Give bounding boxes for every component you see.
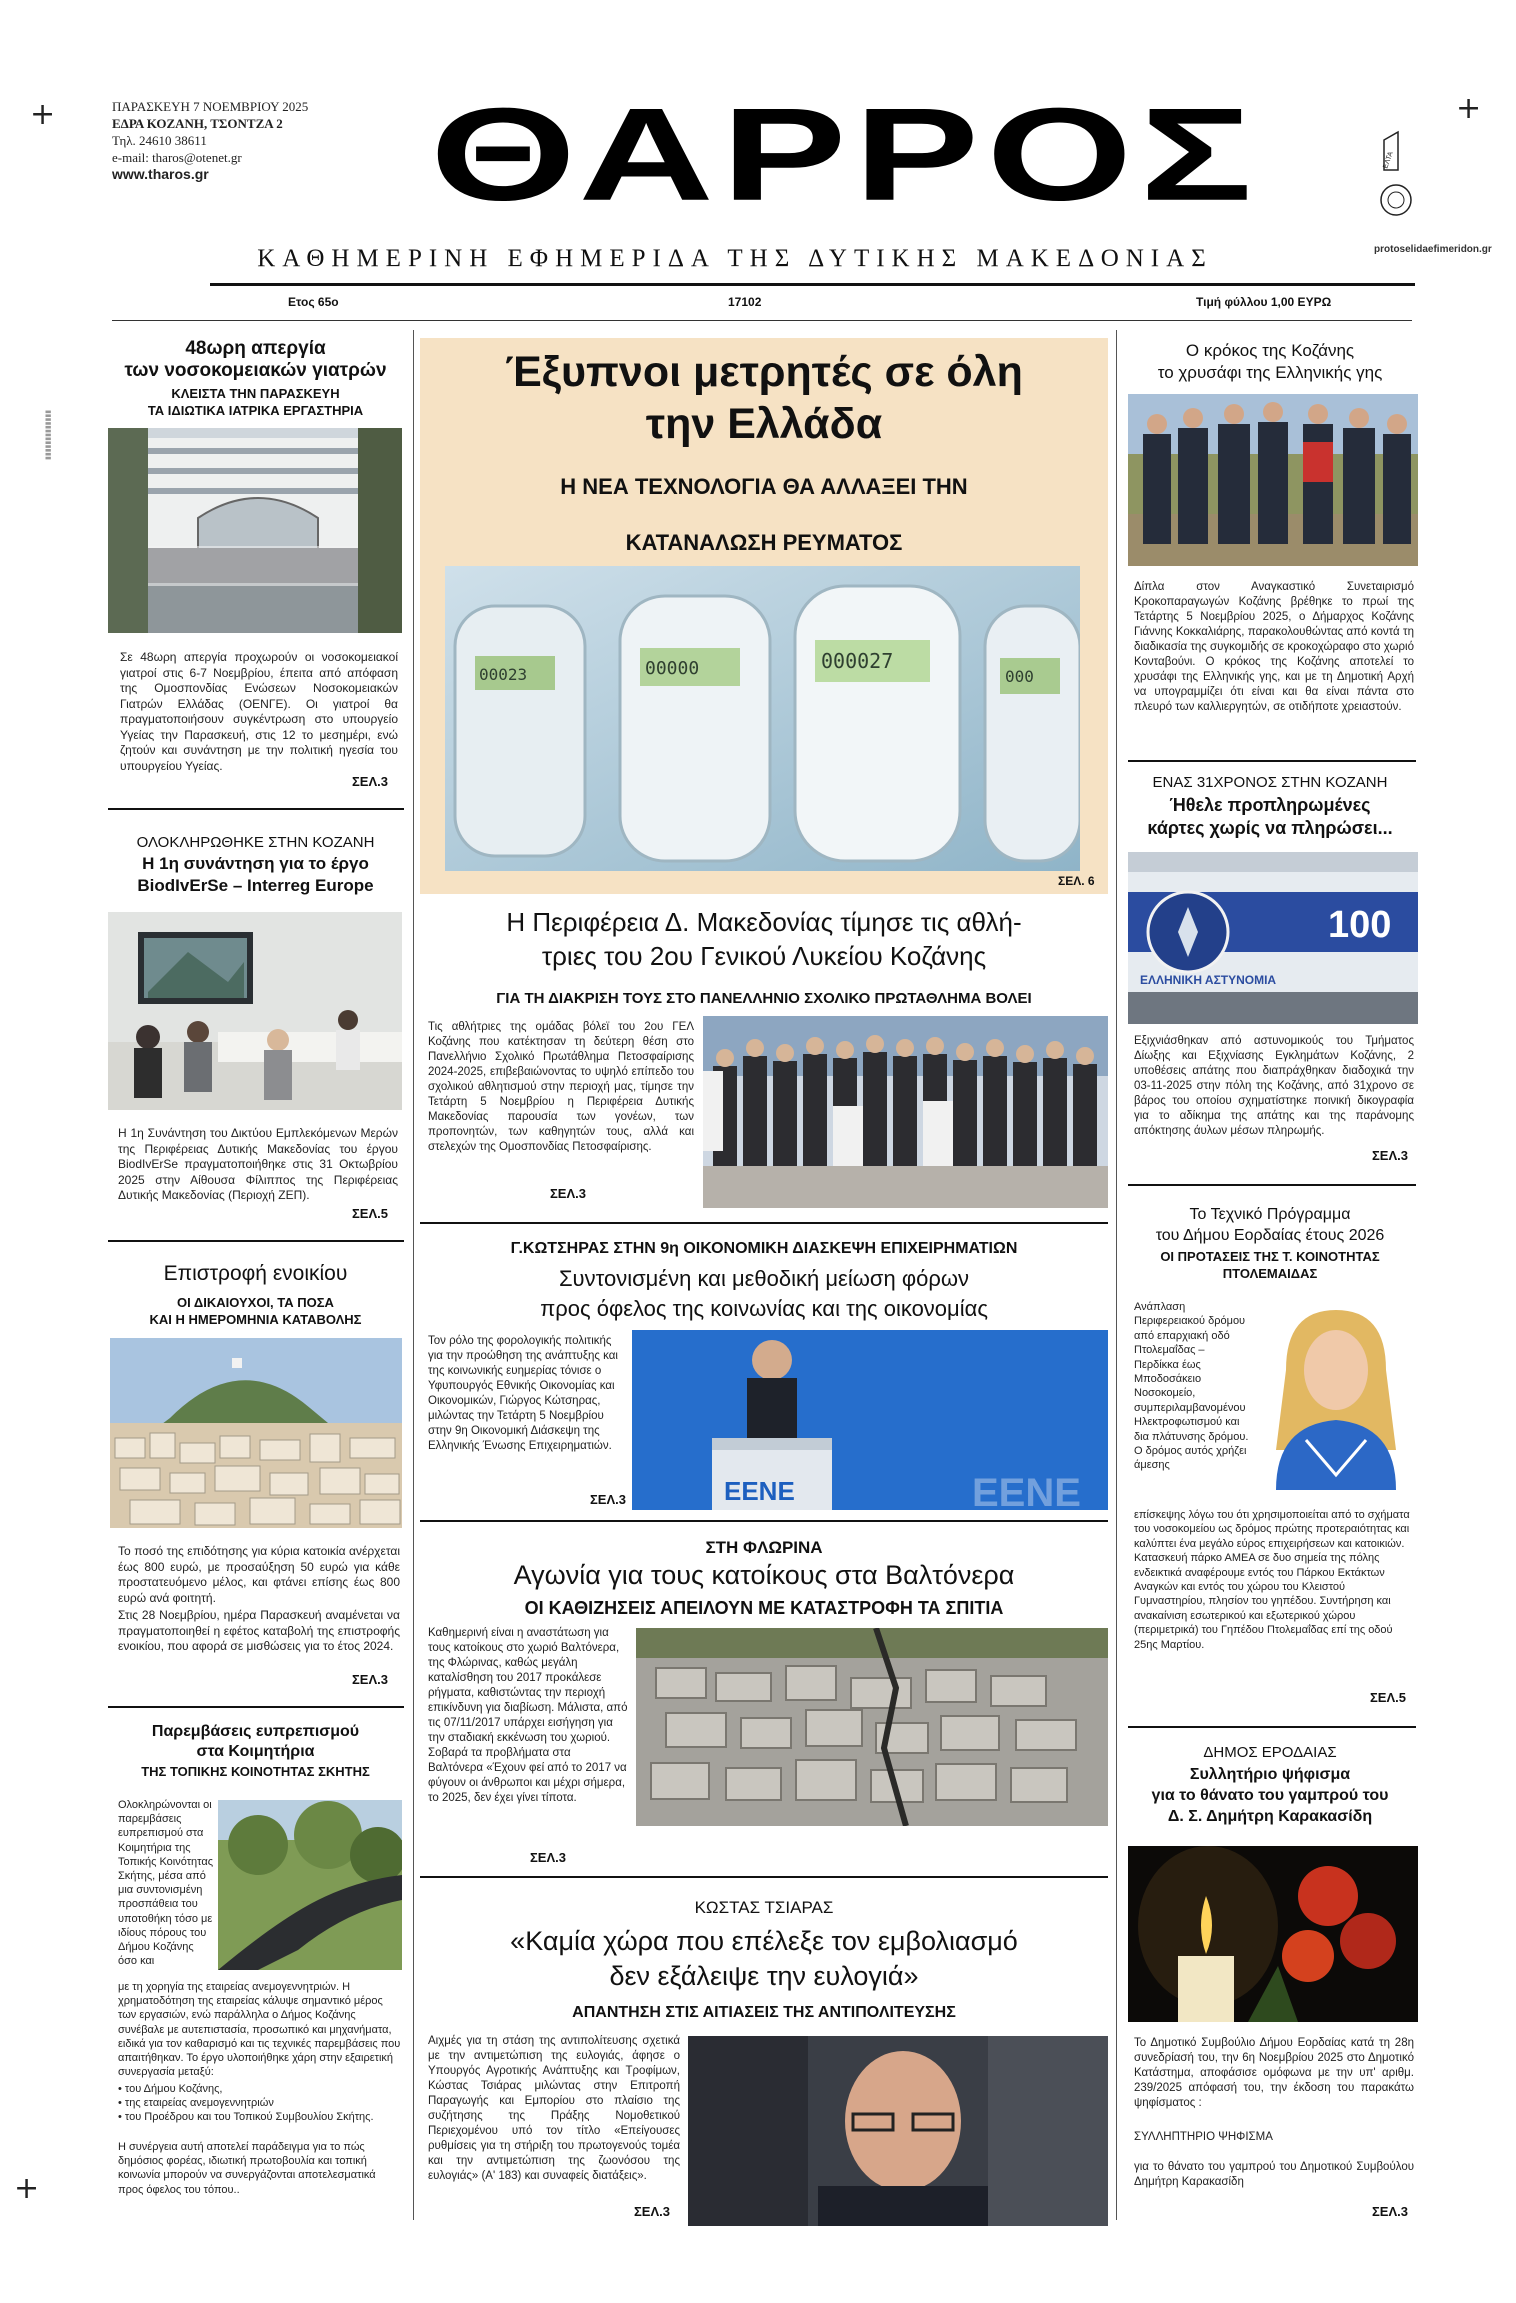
strike-subheadline: ΚΛΕΙΣΤΑ ΤΗΝ ΠΑΡΑΣΚΕΥΗ ΤΑ ΙΔΙΩΤΙΚΑ ΙΑΤΡΙΚΑ ΕΡΓΑΣΤΗΡΙΑ bbox=[147, 386, 364, 418]
meter-reading: 00023 bbox=[479, 665, 528, 684]
biodiverse-page-ref[interactable]: ΣΕΛ.5 bbox=[352, 1206, 388, 1221]
tsiaras-body: Αιχμές για τη στάση της αντιπολίτευσης σχετικά με την αντιμετώπιση της ευλογιάς, άφησε ο Υπουργός Αγροτικής Ανάπτυξης και Τροφίμων, Κώστας Τσιάρας μιλώντας στην Επιτροπή Παραγωγής και Εμπορίου στο πλαίσιο της συζήτησης της Πράξης Νομοθετικού Περιεχομένου υπό τον τίτλο «Επείγουσες ρυθμίσεις για τη στήριξη του πρωτογενούς τομέα και την αντιμετώπιση της ζωονόσου της ευλογιάς» (Α' 183) και συναφείς διατάξεις». bbox=[428, 2035, 680, 2182]
side-strip: ▮▮▮▮▮▮▮▮▮▮▮▮▮ bbox=[45, 409, 52, 460]
rule bbox=[1128, 1184, 1416, 1186]
elta-text: ΕΛΤΑ bbox=[1382, 150, 1395, 170]
official-portrait-photo bbox=[1256, 1300, 1416, 1490]
lead-subheadline: Η ΝΕΑ ΤΕΧΝΟΛΟΓΙΑ ΘΑ ΑΛΛΑΞΕΙ ΤΗΝ bbox=[560, 474, 968, 499]
masthead-rule bbox=[210, 283, 1415, 286]
rule bbox=[1128, 1726, 1416, 1728]
bullet-item: • του Δήμου Κοζάνης, bbox=[118, 2083, 223, 2095]
biodiverse-headline[interactable]: Η 1η συνάντηση για το έργο BiodIvErSe – Interreg Europe bbox=[137, 854, 374, 895]
kotsiras-speech-photo bbox=[632, 1330, 1108, 1510]
condolence-page-ref[interactable]: ΣΕΛ.3 bbox=[1372, 2204, 1408, 2219]
biodiverse-kicker: ΟΛΟΚΛΗΡΩΘΗΚΕ ΣΤΗΝ ΚΟΖΑΝΗ bbox=[136, 834, 375, 851]
candle-photo bbox=[1128, 1846, 1418, 2022]
cemetery-body-end: Η συνέργεια αυτή αποτελεί παράδειγμα για το πώς δημόσιος φορέας, ιδιωτική πρωτοβουλία και τοπική κοινωνία μπορούν να συνεργάζονται αποτελεσματικά προς όφελος του τόπου.. bbox=[118, 2141, 376, 2196]
column-divider-left bbox=[413, 330, 414, 2220]
tax-page-ref[interactable]: ΣΕΛ.3 bbox=[590, 1492, 626, 1507]
rent-body-1: Το ποσό της επιδότησης για κύρια κατοικία ανέρχεται έως 800 ευρώ, με προσαύξηση 50 ευρώ για κάθε προστατευόμενο μέλος, και φτάνει επίσης έως 800 ευρώ ανά φοιτητή. bbox=[118, 1544, 400, 1605]
tsiaras-kicker: ΚΩΣΤΑΣ ΤΣΙΑΡΑΣ bbox=[694, 1898, 834, 1917]
volley-headline[interactable]: Η Περιφέρεια Δ. Μακεδονίας τίμησε τις αθλή- τριες του 2ου Γενικού Λυκείου Κοζάνης bbox=[506, 907, 1022, 971]
lead-page-ref[interactable]: ΣΕΛ. 6 bbox=[1058, 874, 1095, 888]
tsiaras-headline[interactable]: «Καμία χώρα που επέλεξε τον εμβολιασμό δεν εξάλειψε την ευλογιά» bbox=[510, 1926, 1018, 1991]
biodiverse-body: Η 1η Συνάντηση του Δικτύου Εμπλεκόμενων Μερών της Περιφέρειας Δυτικής Μακεδονίας του έργου BiodIvErSe πραγματοποιήθηκε στις 31 Οκτωβρίου 2025 στην Αίθουσα Φίλιππος της Περιφέρειας Δυτικής Μακεδονίας (Περιοχή ΖΕΠ). bbox=[118, 1126, 398, 1202]
source-site: protoselidaefimeridon.gr bbox=[1374, 244, 1492, 255]
lead-subheadline-2: ΚΑΤΑΝΑΛΩΣΗ ΡΕΥΜΑΤΟΣ bbox=[625, 530, 903, 555]
saffron-group-photo bbox=[1128, 394, 1418, 566]
athens-photo bbox=[110, 1338, 402, 1528]
road-photo bbox=[218, 1800, 402, 1970]
florina-headline[interactable]: Αγωνία για τους κατοίκους στα Βαλτόνερα bbox=[513, 1560, 1015, 1590]
condolence-headline[interactable]: Συλλητήριο ψήφισμα για το θάνατο του γαμπρού του Δ. Σ. Δημήτρη Καρακασίδη bbox=[1151, 1766, 1389, 1825]
fraud-body: Εξιχνιάσθηκαν από αστυνομικούς του Τμήματος Δίωξης και Εξιχνίασης Εγκλημάτων Κοζάνης, 2 υποθέσεις απάτης που διαπράχθηκαν διαδοχικά την 03-11-2025 στην πόλη της Κοζάνης, από 31χρονο σε βάρος του οποίου σχηματίστηκε ποινική δικογραφία για το αδίκημα της απάτης και της παράνομης απόκτησης άυλων μέσων πληρωμής. bbox=[1134, 1035, 1414, 1137]
condolence-body: Το Δημοτικό Συμβούλιο Δήμου Εορδαίας κατά τη 28η συνεδρίασή του, την 6η Νοεμβρίου 2025 στο Δημοτικό Κατάστημα, αποφάσισε ομόφωνα με την υπ' αριθμ. 239/2025 απόφασή του, την έκδοση του παρακάτω ψηφίσματος : bbox=[1134, 2037, 1414, 2109]
florina-body: Καθημερινή είναι η αναστάτωση για τους κατοίκους στο χωριό Βαλτόνερα, της Φλώρινας, καθώς μεγάλη καταλίσθηση του 2017 προκάλεσε ρήγματα, καθιστώντας την περιοχή επικίνδυνη για διαβίωση. Μάλιστα, από τις 07/11/2017 υπάρχει εισήγηση για την σταδιακή εκκένωση του χωριού. Σοβαρά τα προβλήματα στα Βαλτόνερα «Έχουν φεί από το 2017 να φύγουν οι άνθρωποι και μέχρι σήμερα, το 2025, δεν έχει γίνει τίποτα. bbox=[428, 1627, 628, 1804]
fraud-headline[interactable]: Ήθελε προπληρωμένες κάρτες χωρίς να πληρώσει... bbox=[1147, 795, 1393, 838]
volley-page-ref[interactable]: ΣΕΛ.3 bbox=[550, 1186, 586, 1201]
eordaia-body-narrow: Ανάπλαση Περιφερειακού δρόμου από επαρχιακή οδό Πτολεμαΐδας – Περδίκκα έως Μποδοσάκειο Νοσοκομείο, συμπεριλαμβανομένου Ηλεκτροφωτισμού και δια πλάτυνσης δρόμου. Ο δρόμος αυτός χρήζει άμεσης bbox=[1134, 1301, 1249, 1472]
newspaper-logo: ΘΑΡΡΟΣ bbox=[430, 80, 1260, 228]
smart-meters-photo bbox=[445, 566, 1080, 871]
meta-rule bbox=[112, 320, 1412, 321]
cemetery-bullets bbox=[118, 2082, 402, 2125]
address: ΕΔΡΑ ΚΟΖΑΝΗ, ΤΣΟΝΤΖΑ 2 bbox=[112, 116, 283, 131]
florina-subheadline: ΟΙ ΚΑΘΙΖΗΣΕΙΣ ΑΠΕΙΛΟΥΝ ΜΕ ΚΑΤΑΣΤΡΟΦΗ ΤΑ ΣΠΙΤΙΑ bbox=[524, 1598, 1004, 1618]
crop-mark-bottom-left: + bbox=[14, 2171, 40, 2206]
elta-logo bbox=[1378, 130, 1418, 222]
podium-text: ΕΕΝΕ bbox=[724, 1476, 795, 1506]
rule bbox=[1128, 760, 1416, 762]
florina-kicker: ΣΤΗ ΦΛΩΡΙΝΑ bbox=[705, 1538, 823, 1557]
rule bbox=[108, 1706, 404, 1708]
tax-kicker: Γ.ΚΩΤΣΗΡΑΣ ΣΤΗΝ 9η ΟΙΚΟΝΟΜΙΚΗ ΔΙΑΣΚΕΨΗ ΕΠΙΧΕΙΡΗΜΑΤΙΩΝ bbox=[510, 1240, 1018, 1257]
volleyball-team-photo bbox=[703, 1016, 1108, 1208]
rent-headline[interactable]: Επιστροφή ενοικίου bbox=[163, 1262, 348, 1285]
bullet-item: • της εταιρείας ανεμογεννητριών bbox=[118, 2097, 274, 2110]
saffron-body: Δίπλα στον Αναγκαστικό Συνεταιρισμό Κροκοπαραγωγών Κοζάνης βρέθηκε το πρωί της Τετάρτης 5 Νοεμβρίου 2025, ο Δήμαρχος Κοζάνης Γιάννης Κοκκαλιάρης, παρακολουθώντας από κοντά τη διαδικασία της συγκομιδής σε κροκοχώραφο στο χωριό Κονταβούνι. Ο κρόκος της Κοζάνης αποτελεί το χρυσάφι της Ελληνικής γης, και με τη Δημοτική Αρχή να υπογραμμίζει ότι είναι και θα είναι πάντα στο πλευρό των καλλιεργητών, σε οτιδήποτε χρειαστούν. bbox=[1134, 581, 1414, 713]
eordaia-body-wide: επίσκεψης λόγω του ότι χρησιμοποιείται από το σχήματα του νοσοκομείου ως δρόμος πρώτης προτεραιότητας και καλύπτει ένα μεγάλο εύρος επιχειρήσεων και κατοικιών. Κατασκευή πάρκο ΑΜΕΑ σε δυο σημεία της πόλης ενδεικτικά αναφέρουμε εντός του Πάρκου Εκτάκτων Αναγκών και εντός του χώρου του Κλειστού Γυμναστηρίου, πλησίον του γηπέδου. Συντήρηση και ανακαίνιση εσωτερικού και εξωτερικού χώρου (περιμετρικά) του Γηπέδου Πτολεμαΐδας επί της οδού 25ης Μαρτίου. bbox=[1134, 1509, 1410, 1651]
strike-body: Σε 48ωρη απεργία προχωρούν οι νοσοκομειακοί γιατροί στις 6-7 Νοεμβρίου, έπειτα από απόφαση της Ομοσπονδίας Ενώσεων Νοσοκομειακών Γιατρών Ελλάδας (ΟΕΝΓΕ). Οι γιατροί θα πραγματοποιήσουν συγκέντρωση στο υπουργείο Υγείας την Παρασκευή, στις 12 το μεσημέρι, ενώ ζητούν και συνάντηση με την πολιτική ηγεσία του υπουργείου Υγείας. bbox=[120, 650, 398, 773]
tax-headline[interactable]: Συντονισμένη και μεθοδική μείωση φόρων προς όφελος της κοινωνίας και της οικονομίας bbox=[540, 1266, 988, 1321]
backdrop-text: ΕΕΝΕ bbox=[972, 1471, 1081, 1510]
police-car-photo bbox=[1128, 852, 1418, 1024]
issue-number: 17102 bbox=[728, 295, 762, 309]
rent-subheadline: ΟΙ ΔΙΚΑΙΟΥΧΟΙ, ΤΑ ΠΟΣΑ ΚΑΙ Η ΗΜΕΡΟΜΗΝΙΑ ΚΑΤΑΒΟΛΗΣ bbox=[149, 1295, 362, 1327]
tsiaras-portrait-photo bbox=[688, 2036, 1108, 2226]
crop-mark-top-right: + bbox=[1456, 91, 1482, 126]
meter-reading: 000027 bbox=[821, 649, 894, 673]
eordaia-program-subheadline: ΟΙ ΠΡΟΤΑΣΕΙΣ ΤΗΣ Τ. ΚΟΙΝΟΤΗΤΑΣ ΠΤΟΛΕΜΑΙΔΑΣ bbox=[1160, 1249, 1380, 1281]
rent-page-ref[interactable]: ΣΕΛ.3 bbox=[352, 1672, 388, 1687]
lead-headline[interactable]: Έξυπνοι μετρητές σε όλη την Ελλάδα bbox=[505, 348, 1023, 448]
meeting-photo bbox=[108, 912, 402, 1110]
volley-subheadline: ΓΙΑ ΤΗ ΔΙΑΚΡΙΣΗ ΤΟΥΣ ΣΤΟ ΠΑΝΕΛΛΗΝΙΟ ΣΧΟΛΙΚΟ ΠΡΩΤΑΘΛΗΜΑ ΒΟΛΕΙ bbox=[496, 990, 1032, 1007]
cemetery-headline[interactable]: Παρεμβάσεις ευπρεπισμού στα Κοιμητήρια bbox=[151, 1723, 360, 1760]
volley-body: Τις αθλήτριες της ομάδας βόλεϊ του 2ου ΓΕΛ Κοζάνης που κατέκτησαν τη δεύτερη θέση στο Πανελλήνιο Σχολικό Πρωτάθλημα Πετοσφαίρισης 2024-2025, επιβεβαιώνοντας το υψηλό επίπεδο του σχολικού αθλητισμού στην περιοχή μας, τίμησε την Τετάρτη 5 Νοεμβρίου η Περιφέρεια Δυτικής Μακεδονίας παρουσία των γονέων, των προπονητών, των καθηγητών τους, αλλά και στελεχών της Ομοσπονδίας Πετοσφαίρισης. bbox=[428, 1021, 694, 1153]
meter-reading: 000 bbox=[1005, 667, 1034, 686]
florina-page-ref[interactable]: ΣΕΛ.3 bbox=[530, 1850, 566, 1865]
condolence-body-2: για το θάνατο του γαμπρού του Δημοτικού Συμβούλου Δημήτρη Καρακασίδη bbox=[1134, 2161, 1414, 2188]
strike-page-ref[interactable]: ΣΕΛ.3 bbox=[352, 774, 388, 789]
rule bbox=[420, 1876, 1108, 1878]
bullet-item: • του Προέδρου και του Τοπικού Συμβουλίου Σκήτης. bbox=[118, 2111, 374, 2124]
condolence-label: ΣΥΛΛΗΠΤΗΡΙΟ ΨΗΦΙΣΜΑ bbox=[1134, 2131, 1273, 2143]
price-label: Τιμή φύλλου 1,00 ΕΥΡΩ bbox=[1196, 295, 1332, 309]
email: e-mail: tharos@otenet.gr bbox=[112, 150, 242, 165]
rule bbox=[420, 1222, 1108, 1224]
cracked-road-photo bbox=[636, 1628, 1108, 1826]
phone: Τηλ. 24610 38611 bbox=[112, 133, 207, 148]
eordaia-program-headline[interactable]: Το Τεχνικό Πρόγραμμα του Δήμου Εορδαίας έτους 2026 bbox=[1155, 1206, 1385, 1244]
rule bbox=[108, 1240, 404, 1242]
year-label: Ετος 65ο bbox=[288, 295, 339, 309]
tax-body: Τον ρόλο της φορολογικής πολιτικής για την προώθηση της ανάπτυξης και της κοινωνικής ευημερίας τόνισε ο Υφυπουργός Εθνικής Οικονομίας και Οικονομικών, Γιώργος Κώτσηρας, μιλώντας την Τετάρτη 5 Νοεμβρίου στην 9η Οικονομική Διάσκεψη της Ελληνικής Ένωσης Επιχειρηματιών. bbox=[428, 1335, 618, 1452]
rule bbox=[108, 808, 404, 810]
condolence-kicker: ΔΗΜΟΣ ΕΡΟΔΑΙΑΣ bbox=[1203, 1744, 1337, 1761]
issue-date: ΠΑΡΑΣΚΕΥΗ 7 ΝΟΕΜΒΡΙΟΥ 2025 bbox=[112, 99, 309, 114]
tsiaras-page-ref[interactable]: ΣΕΛ.3 bbox=[634, 2204, 670, 2219]
column-divider-right bbox=[1116, 330, 1117, 2220]
cemetery-body-wide: με τη χορηγία της εταιρείας ανεμογεννητριών. Η χρηματοδότηση της εταιρείας κάλυψε σημαντικό μέρος των εργασιών, ενώ παράλληλα ο Δήμος Κοζάνης συνέβαλε με αυτεπιστασία, προσωπικό και μηχανήματα, ειδικά για τον καθαρισμό και τις τεχνικές παρεμβάσεις που απαιτήθηκαν. Το έργο υλοποιήθηκε χάρη στην εξαιρετική συνεργασία μεταξύ: bbox=[118, 1981, 401, 2079]
car-lettering: ΕΛΛΗΝΙΚΗ ΑΣΤΥΝΟΜΙΑ bbox=[1140, 973, 1277, 987]
rule bbox=[420, 1520, 1108, 1522]
cemetery-subheadline: ΤΗΣ ΤΟΠΙΚΗΣ ΚΟΙΝΟΤΗΤΑΣ ΣΚΗΤΗΣ bbox=[141, 1764, 370, 1779]
crop-mark-top-left: + bbox=[30, 97, 56, 132]
rent-body-2: Στις 28 Νοεμβρίου, ημέρα Παρασκευή αναμένεται να πραγματοποιηθεί η εφέτος καταβολή της επιστροφής ενοικίου, που αφορά σε μισθώσεις για το έτος 2024. bbox=[118, 1608, 400, 1653]
tsiaras-subheadline: ΑΠΑΝΤΗΣΗ ΣΤΙΣ ΑΙΤΙΑΣΕΙΣ ΤΗΣ ΑΝΤΙΠΟΛΙΤΕΥΣΗΣ bbox=[572, 2004, 956, 2021]
saffron-headline[interactable]: Ο κρόκος της Κοζάνης το χρυσάφι της Ελληνικής γης bbox=[1157, 341, 1383, 382]
website-link[interactable]: www.tharos.gr bbox=[112, 166, 209, 182]
fraud-page-ref[interactable]: ΣΕΛ.3 bbox=[1372, 1148, 1408, 1163]
fraud-kicker: ΕΝΑΣ 31ΧΡΟΝΟΣ ΣΤΗΝ ΚΟΖΑΝΗ bbox=[1152, 774, 1388, 791]
meter-reading: 00000 bbox=[645, 658, 700, 679]
tagline: ΚΑΘΗΜΕΡΙΝΗ ΕΦΗΜΕΡΙΔΑ ΤΗΣ ΔΥΤΙΚΗΣ ΜΑΚΕΔΟΝΙΑΣ bbox=[257, 245, 1213, 272]
car-number: 100 bbox=[1328, 904, 1392, 946]
cemetery-body-narrow: Ολοκληρώνονται οι παρεμβάσεις ευπρεπισμού στα Κοιμητήρια της Τοπικής Κοινότητας Σκήτης, μέσα από μια συντονισμένη προσπάθεια του υποτοθήκη τόσο με ιδίους πόρους του Δήμου Κοζάνης όσο και bbox=[118, 1799, 214, 1968]
eordaia-page-ref[interactable]: ΣΕΛ.5 bbox=[1370, 1690, 1406, 1705]
strike-headline[interactable]: 48ωρη απεργία των νοσοκομειακών γιατρών bbox=[124, 338, 387, 381]
hospital-strike-photo bbox=[108, 428, 402, 633]
